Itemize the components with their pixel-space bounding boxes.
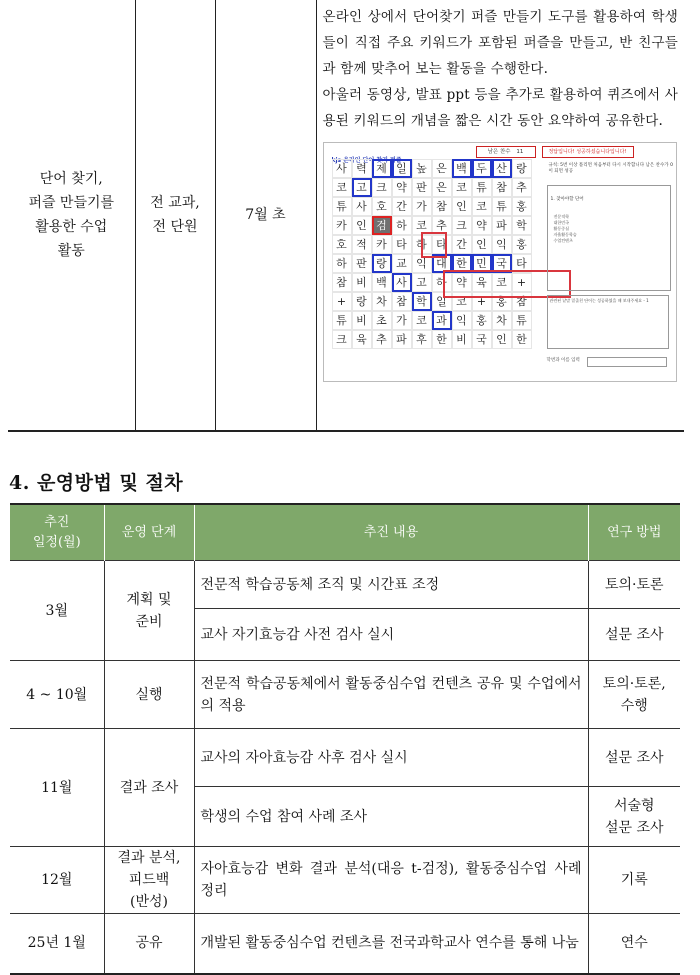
stage-line: 계획 및 <box>126 591 172 608</box>
puzzle-letter-cell[interactable]: + <box>512 273 532 292</box>
puzzle-letter-cell[interactable]: 비 <box>352 311 372 330</box>
stage-line: 준비 <box>135 613 163 630</box>
puzzle-letter-cell[interactable]: 사 <box>392 273 412 292</box>
puzzle-letter-cell[interactable]: 호 <box>372 197 392 216</box>
stage-line: 결과 분석, <box>117 850 181 866</box>
header-stage: 운영 단계 <box>104 504 194 561</box>
puzzle-letter-cell[interactable]: 국 <box>492 254 512 273</box>
puzzle-letter-cell[interactable]: 익 <box>492 235 512 254</box>
puzzle-letter-cell[interactable]: 참 <box>432 197 452 216</box>
puzzle-letter-cell[interactable]: 인 <box>472 235 492 254</box>
activity-name-cell <box>8 0 135 431</box>
activity-name-line: 활용한 수업 <box>35 219 108 235</box>
puzzle-letter-cell[interactable]: 타 <box>392 235 412 254</box>
puzzle-grid <box>332 159 532 349</box>
puzzle-letter-cell[interactable]: 인 <box>352 216 372 235</box>
header-method: 연구 방법 <box>588 504 680 561</box>
header-period <box>10 504 104 561</box>
puzzle-letter-cell[interactable]: 학 <box>412 292 432 311</box>
activity-scope-line: 전 교과, <box>150 195 200 211</box>
puzzle-letter-cell[interactable]: 코 <box>332 178 352 197</box>
word-list-item: 수업컨텐츠 <box>553 238 573 243</box>
period-cell: 25년 1월 <box>10 914 104 974</box>
student-name-input[interactable] <box>587 357 667 367</box>
stage-cell <box>104 914 194 974</box>
puzzle-letter-cell[interactable]: 코 <box>412 216 432 235</box>
puzzle-letter-cell[interactable]: 홍 <box>512 235 532 254</box>
puzzle-letter-cell[interactable]: 육 <box>472 273 492 292</box>
activity-name-line: 퍼즐 만들기를 <box>28 195 115 211</box>
word-list-panel <box>547 185 671 291</box>
word-list-item: 대한민국 <box>553 220 569 225</box>
puzzle-letter-cell[interactable]: 크 <box>452 216 472 235</box>
activity-timing-cell <box>215 0 316 431</box>
puzzle-letter-cell[interactable]: 간 <box>392 197 412 216</box>
puzzle-letter-cell[interactable]: 사 <box>332 159 352 178</box>
puzzle-letter-cell[interactable]: 코 <box>492 273 512 292</box>
puzzle-letter-cell[interactable]: 튜 <box>472 178 492 197</box>
puzzle-letter-cell[interactable]: 참 <box>332 273 352 292</box>
puzzle-letter-cell[interactable]: 국 <box>472 330 492 349</box>
puzzle-success-banner: 정답입니다! 성공하셨습니다입니다! <box>542 146 634 158</box>
puzzle-letter-cell[interactable]: 파 <box>392 330 412 349</box>
activity-description-p2: 아울러 동영상, 발표 ppt 등을 추가로 활용하여 퀴즈에서 사용된 키워드의 개념을 짧은 시간 동안 요약하여 공유한다. <box>322 87 678 129</box>
table-row <box>10 847 680 914</box>
puzzle-letter-cell[interactable]: 육 <box>352 330 372 349</box>
content-cell: 전문적 학습공동체에서 활동중심수업 컨텐츠 공유 및 수업에서의 적용 <box>194 661 588 729</box>
puzzle-letter-cell[interactable]: 고 <box>352 178 372 197</box>
word-list-item: 자율활동학습 <box>553 232 577 237</box>
procedure-header-row <box>10 504 680 561</box>
puzzle-letter-cell[interactable]: 간 <box>452 235 472 254</box>
period-cell: 4 ~ 10월 <box>10 661 104 729</box>
puzzle-letter-cell[interactable]: 홍 <box>512 197 532 216</box>
puzzle-letter-cell[interactable]: 판 <box>352 254 372 273</box>
puzzle-letter-cell[interactable]: 하 <box>392 216 412 235</box>
puzzle-hint-box: 관련된 낱말 밑줄친 단어는 성공하였을 때 보내주세요 - 1 <box>547 295 669 349</box>
puzzle-letter-cell[interactable]: 하 <box>332 254 352 273</box>
puzzle-letter-cell[interactable]: 튜 <box>332 197 352 216</box>
puzzle-letter-cell[interactable]: 코 <box>412 311 432 330</box>
puzzle-letter-cell[interactable]: 튜 <box>512 311 532 330</box>
puzzle-rule-text: 규칙: 5번 이상 틀리면 처음부터 다시 시작합니다 남은 찬수가 0이 되면 성공 <box>548 163 673 174</box>
content-cell: 학생의 수업 참여 사례 조사 <box>194 787 588 847</box>
student-name-label: 학번과 이름 입력 <box>546 358 580 363</box>
puzzle-letter-cell[interactable]: 카 <box>332 216 352 235</box>
puzzle-letter-cell[interactable]: 과 <box>432 311 452 330</box>
puzzle-letter-cell[interactable]: 코 <box>452 178 472 197</box>
activity-description-cell <box>316 0 684 431</box>
stage-cell <box>104 561 194 661</box>
puzzle-letter-cell[interactable]: 익 <box>412 254 432 273</box>
puzzle-letter-cell[interactable]: 튜 <box>332 311 352 330</box>
method-cell: 설문 조사 <box>588 609 680 661</box>
puzzle-letter-cell[interactable]: 백 <box>372 273 392 292</box>
puzzle-letter-cell[interactable]: 차 <box>372 292 392 311</box>
puzzle-letter-cell[interactable]: 력 <box>352 159 372 178</box>
activity-scope-line: 전 단원 <box>152 219 198 235</box>
content-cell: 전문적 학습공동체 조직 및 시간표 조정 <box>194 561 588 609</box>
puzzle-letter-cell[interactable]: 은 <box>432 178 452 197</box>
stage-cell <box>104 847 194 914</box>
method-cell: 토의·토론 <box>588 561 680 609</box>
method-cell <box>588 787 680 847</box>
puzzle-letter-cell[interactable]: 코 <box>452 292 472 311</box>
puzzle-letter-cell[interactable]: 참 <box>492 178 512 197</box>
puzzle-letter-cell[interactable]: 은 <box>432 159 452 178</box>
stage-line: 공유 <box>135 935 163 952</box>
puzzle-letter-cell[interactable]: 한 <box>452 254 472 273</box>
stage-cell <box>104 729 194 847</box>
period-cell: 12월 <box>10 847 104 914</box>
puzzle-letter-cell[interactable]: 산 <box>492 159 512 178</box>
period-cell: 11월 <box>10 729 104 847</box>
activity-row <box>8 0 684 431</box>
method-cell <box>588 661 680 729</box>
puzzle-letter-cell[interactable]: 인 <box>452 197 472 216</box>
content-cell: 자아효능감 변화 결과 분석(대응 t-검정), 활동중심수업 사례 정리 <box>194 847 588 914</box>
table-row <box>10 729 680 787</box>
puzzle-letter-cell[interactable]: 약 <box>452 273 472 292</box>
puzzle-letter-cell[interactable]: 호 <box>332 235 352 254</box>
puzzle-letter-cell[interactable]: 대 <box>432 254 452 273</box>
method-cell: 기록 <box>588 847 680 914</box>
method-line: 토의·토론, <box>602 675 666 692</box>
word-list-item: 전문적학 <box>553 214 569 219</box>
content-cell: 교사 자기효능감 사전 검사 실시 <box>194 609 588 661</box>
puzzle-letter-cell[interactable]: 크 <box>332 330 352 349</box>
puzzle-letter-cell[interactable]: 하 <box>412 235 432 254</box>
puzzle-letter-cell[interactable]: 비 <box>352 273 372 292</box>
puzzle-letter-cell[interactable]: 홍 <box>492 292 512 311</box>
puzzle-letter-cell[interactable]: 한 <box>432 330 452 349</box>
puzzle-letter-cell[interactable]: + <box>332 292 352 311</box>
puzzle-letter-cell[interactable]: 판 <box>412 178 432 197</box>
puzzle-letter-cell[interactable]: 교 <box>392 254 412 273</box>
puzzle-letter-cell[interactable]: 백 <box>452 159 472 178</box>
puzzle-letter-cell[interactable]: 홍 <box>472 311 492 330</box>
stage-line: 피드백 <box>128 872 170 888</box>
activity-description-p1: 온라인 상에서 단어찾기 퍼즐 만들기 도구를 활용하여 학생들이 직접 주요 키워드가 포함된 퍼즐을 만들고, 반 친구들과 함께 맞추어 보는 활동을 수행한다. <box>322 9 678 77</box>
puzzle-letter-cell[interactable]: 고 <box>412 273 432 292</box>
puzzle-letter-cell[interactable]: + <box>472 292 492 311</box>
puzzle-letter-cell[interactable]: 약 <box>472 216 492 235</box>
puzzle-title: kjs 온라인 단어 찾기 퍼즐 <box>331 157 402 164</box>
header-period-line: 추진 <box>44 514 70 530</box>
puzzle-letter-cell[interactable]: 가 <box>412 197 432 216</box>
puzzle-letter-cell[interactable]: 초 <box>372 311 392 330</box>
puzzle-letter-cell[interactable]: 일 <box>432 292 452 311</box>
method-line: 설문 조사 <box>604 819 664 836</box>
table-row <box>10 661 680 729</box>
puzzle-letter-cell[interactable]: 코 <box>472 197 492 216</box>
stage-line: 실행 <box>135 686 163 703</box>
stage-line: (반성) <box>130 894 168 910</box>
puzzle-count-label: 남은 찬수 <box>487 149 511 155</box>
header-period-line: 일정(월) <box>32 534 81 550</box>
puzzle-letter-cell[interactable]: 추 <box>372 330 392 349</box>
method-line: 수행 <box>620 697 648 714</box>
puzzle-letter-cell[interactable]: 하 <box>432 273 452 292</box>
puzzle-letter-cell[interactable]: 한 <box>512 330 532 349</box>
puzzle-count-value: 11 <box>516 149 524 155</box>
puzzle-letter-cell[interactable]: 높 <box>412 159 432 178</box>
puzzle-letter-cell[interactable]: 카 <box>372 235 392 254</box>
word-puzzle-screenshot <box>323 142 677 382</box>
puzzle-letter-cell[interactable]: 파 <box>492 216 512 235</box>
activity-name-line: 단어 찾기, <box>39 171 103 187</box>
puzzle-letter-cell[interactable]: 크 <box>372 178 392 197</box>
method-cell: 설문 조사 <box>588 729 680 787</box>
puzzle-letter-cell[interactable]: 민 <box>472 254 492 273</box>
puzzle-letter-cell[interactable]: 비 <box>452 330 472 349</box>
puzzle-letter-cell[interactable]: 익 <box>452 311 472 330</box>
puzzle-letter-cell[interactable]: 두 <box>472 159 492 178</box>
activity-scope-cell <box>135 0 215 431</box>
puzzle-letter-cell[interactable]: 적 <box>352 235 372 254</box>
method-line: 서술형 <box>613 797 655 814</box>
word-list-title: 1. 찾아야할 단어 <box>550 197 584 202</box>
puzzle-letter-cell[interactable]: 타 <box>432 235 452 254</box>
puzzle-letter-cell[interactable]: 추 <box>432 216 452 235</box>
puzzle-letter-cell[interactable]: 인 <box>492 330 512 349</box>
activity-timing: 7월 초 <box>245 207 286 223</box>
puzzle-letter-cell[interactable]: 랑 <box>352 292 372 311</box>
puzzle-letter-cell[interactable]: 튜 <box>492 197 512 216</box>
header-content: 추진 내용 <box>194 504 588 561</box>
puzzle-letter-cell[interactable]: 타 <box>512 254 532 273</box>
section-title: 4. 운영방법 및 절차 <box>9 472 184 494</box>
puzzle-letter-cell[interactable]: 차 <box>492 311 512 330</box>
puzzle-letter-cell[interactable]: 추 <box>512 178 532 197</box>
puzzle-letter-cell[interactable]: 가 <box>392 311 412 330</box>
puzzle-letter-cell[interactable]: 제 <box>372 159 392 178</box>
procedure-table <box>10 503 680 975</box>
activity-name-line: 활동 <box>57 243 85 259</box>
puzzle-letter-cell[interactable]: 학 <box>512 216 532 235</box>
student-name-row <box>547 356 669 366</box>
puzzle-letter-cell[interactable]: 참 <box>392 292 412 311</box>
method-cell: 연수 <box>588 914 680 974</box>
table-row <box>10 561 680 609</box>
content-cell: 개발된 활동중심수업 컨텐츠를 전국과학교사 연수를 통해 나눔 <box>194 914 588 974</box>
activity-table <box>8 0 684 432</box>
puzzle-letter-cell[interactable]: 사 <box>352 197 372 216</box>
puzzle-letter-cell[interactable]: 랑 <box>372 254 392 273</box>
stage-cell <box>104 661 194 729</box>
puzzle-letter-cell[interactable]: 후 <box>412 330 432 349</box>
puzzle-letter-cell[interactable]: 일 <box>392 159 412 178</box>
puzzle-letter-cell[interactable]: 약 <box>392 178 412 197</box>
word-list-item: 활동중심 <box>553 226 569 231</box>
puzzle-letter-cell[interactable]: 검 <box>372 216 392 235</box>
period-cell: 3월 <box>10 561 104 661</box>
stage-line: 결과 조사 <box>119 779 179 796</box>
puzzle-letter-cell[interactable]: 참 <box>512 292 532 311</box>
puzzle-letter-cell[interactable]: 랑 <box>512 159 532 178</box>
table-row <box>10 914 680 974</box>
content-cell: 교사의 자아효능감 사후 검사 실시 <box>194 729 588 787</box>
